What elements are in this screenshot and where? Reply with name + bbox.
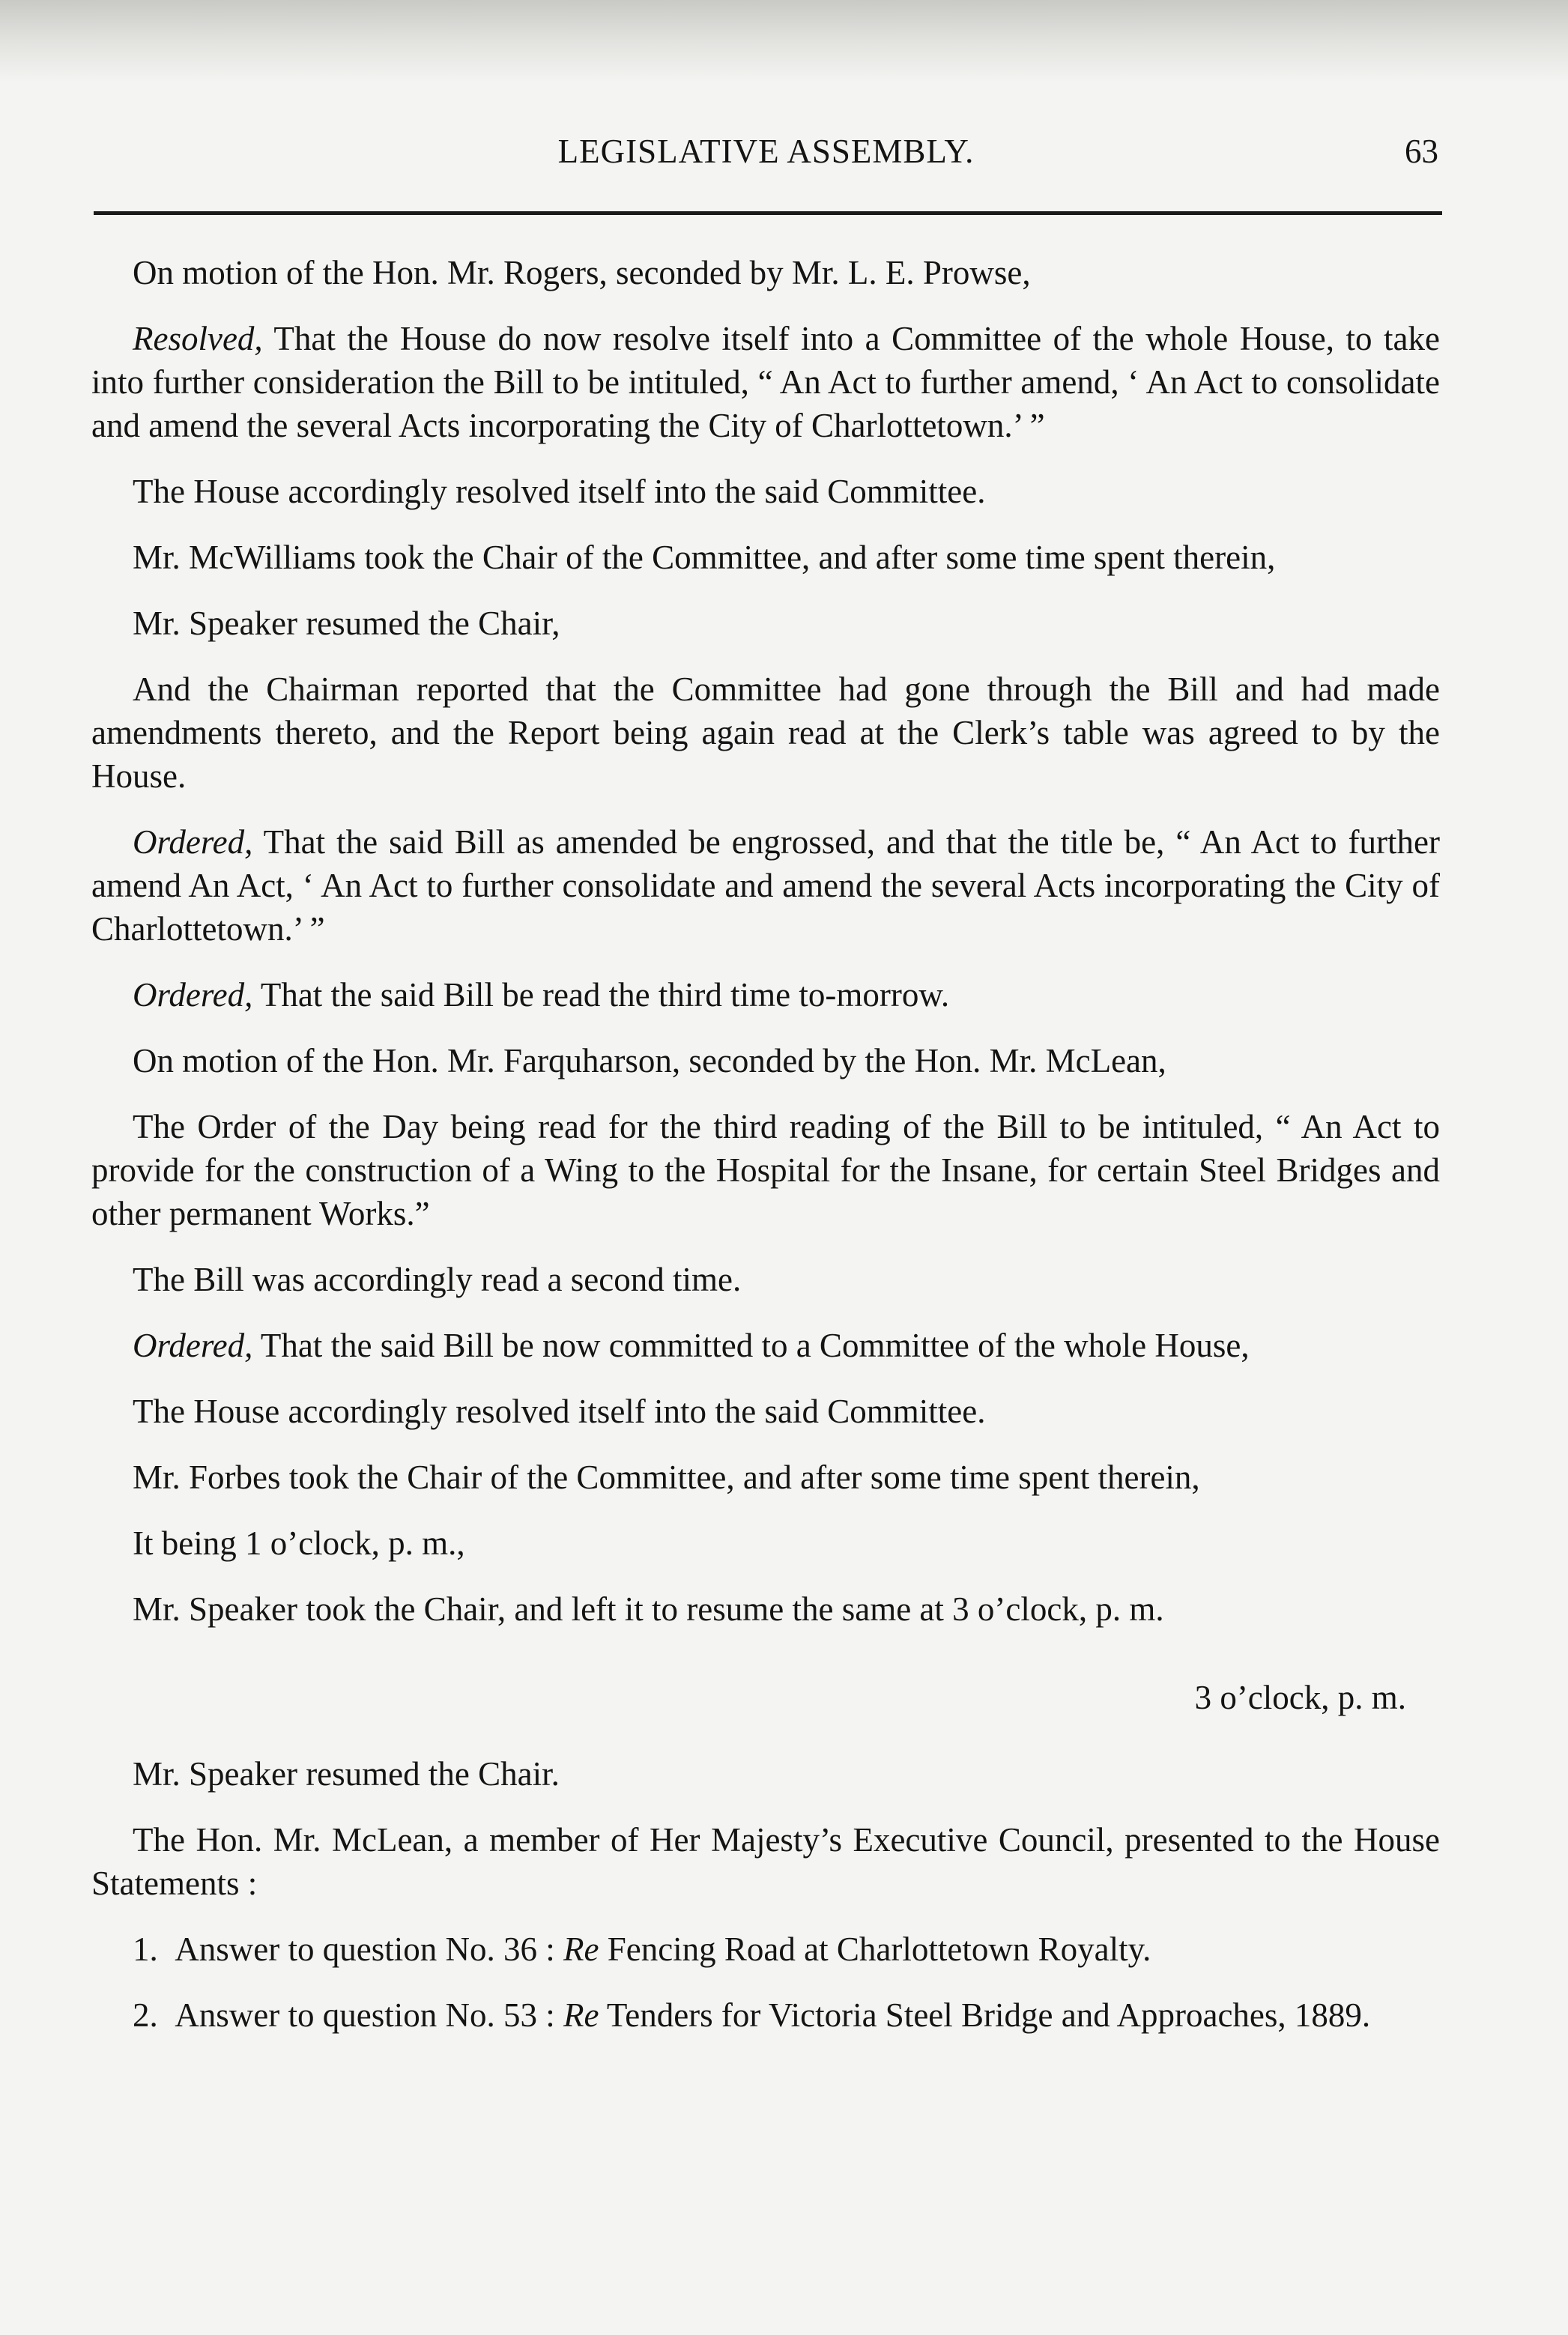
paragraph: Ordered, That the said Bill be read the third time to-morrow.: [133, 976, 950, 1014]
paragraph: On motion of the Hon. Mr. Rogers, seconded by Mr. L. E. Prowse,: [133, 254, 1031, 291]
paragraph: On motion of the Hon. Mr. Farquharson, seconded by the Hon. Mr. McLean,: [133, 1042, 1166, 1079]
paragraph: Mr. Speaker resumed the Chair,: [133, 605, 560, 642]
paragraph: Mr. Speaker took the Chair, and left it to resume the same at 3 o’clock, p. m.: [133, 1590, 1164, 1628]
page-number: 63: [1405, 133, 1438, 170]
ordered-label: Ordered,: [133, 976, 253, 1014]
paragraph: Mr. Speaker resumed the Chair.: [133, 1755, 560, 1793]
paragraph: The Order of the Day being read for the third reading of the Bill to be intituled, “ An Act to provide for the construction of a Wing to the Hospital for the Insane, for certain Steel Bridges and other permanent Works.”: [91, 1108, 1440, 1232]
re-label: Re: [563, 1996, 599, 2034]
paragraph: The Hon. Mr. McLean, a member of Her Majesty’s Executive Council, presented to the House Statements :: [91, 1821, 1440, 1902]
paragraph: Ordered, That the said Bill as amended be engrossed, and that the title be, “ An Act to further amend An Act, ‘ An Act to further consolidate and amend the several Acts incorporating the City of Charlottetown.’ ”: [91, 823, 1440, 948]
time-heading: 3 o’clock, p. m.: [1194, 1679, 1406, 1716]
paragraph: The House accordingly resolved itself into the said Committee.: [133, 1393, 986, 1430]
re-label: Re: [563, 1930, 599, 1968]
resolved-label: Resolved,: [133, 320, 263, 357]
item-number: 2.: [133, 1996, 158, 2034]
item-number: 1.: [133, 1930, 158, 1968]
list-item: 2. Answer to question No. 53 : Re Tenders for Victoria Steel Bridge and Approaches, 1889.: [133, 1996, 1371, 2034]
page-header: [94, 132, 1438, 184]
paragraph: Resolved, That the House do now resolve itself into a Committee of the whole House, to take into further consideration the Bill to be intituled, “ An Act to further amend, ‘ An Act to consolidate and amend the several Acts incorporating the City of Charlottetown.’ ”: [91, 320, 1440, 444]
page-body: [91, 251, 1440, 2059]
paragraph: Ordered, That the said Bill be now committed to a Committee of the whole House,: [133, 1327, 1250, 1364]
list-item: 1. Answer to question No. 36 : Re Fencing Road at Charlottetown Royalty.: [133, 1930, 1151, 1968]
ordered-label: Ordered,: [133, 1327, 253, 1364]
header-rule: [94, 211, 1442, 215]
paragraph: Mr. McWilliams took the Chair of the Committee, and after some time spent therein,: [133, 539, 1276, 576]
scan-shadow: [0, 0, 1568, 82]
paragraph: It being 1 o’clock, p. m.,: [133, 1524, 465, 1562]
paragraph: The Bill was accordingly read a second time.: [133, 1261, 742, 1298]
paragraph: The House accordingly resolved itself into the said Committee.: [133, 473, 986, 510]
ordered-label: Ordered,: [133, 823, 253, 861]
running-title: LEGISLATIVE ASSEMBLY.: [557, 133, 975, 170]
paragraph: And the Chairman reported that the Committee had gone through the Bill and had made amendments thereto, and the Report being again read at the Clerk’s table was agreed to by the House.: [91, 670, 1440, 795]
paragraph: Mr. Forbes took the Chair of the Committee, and after some time spent therein,: [133, 1459, 1200, 1496]
